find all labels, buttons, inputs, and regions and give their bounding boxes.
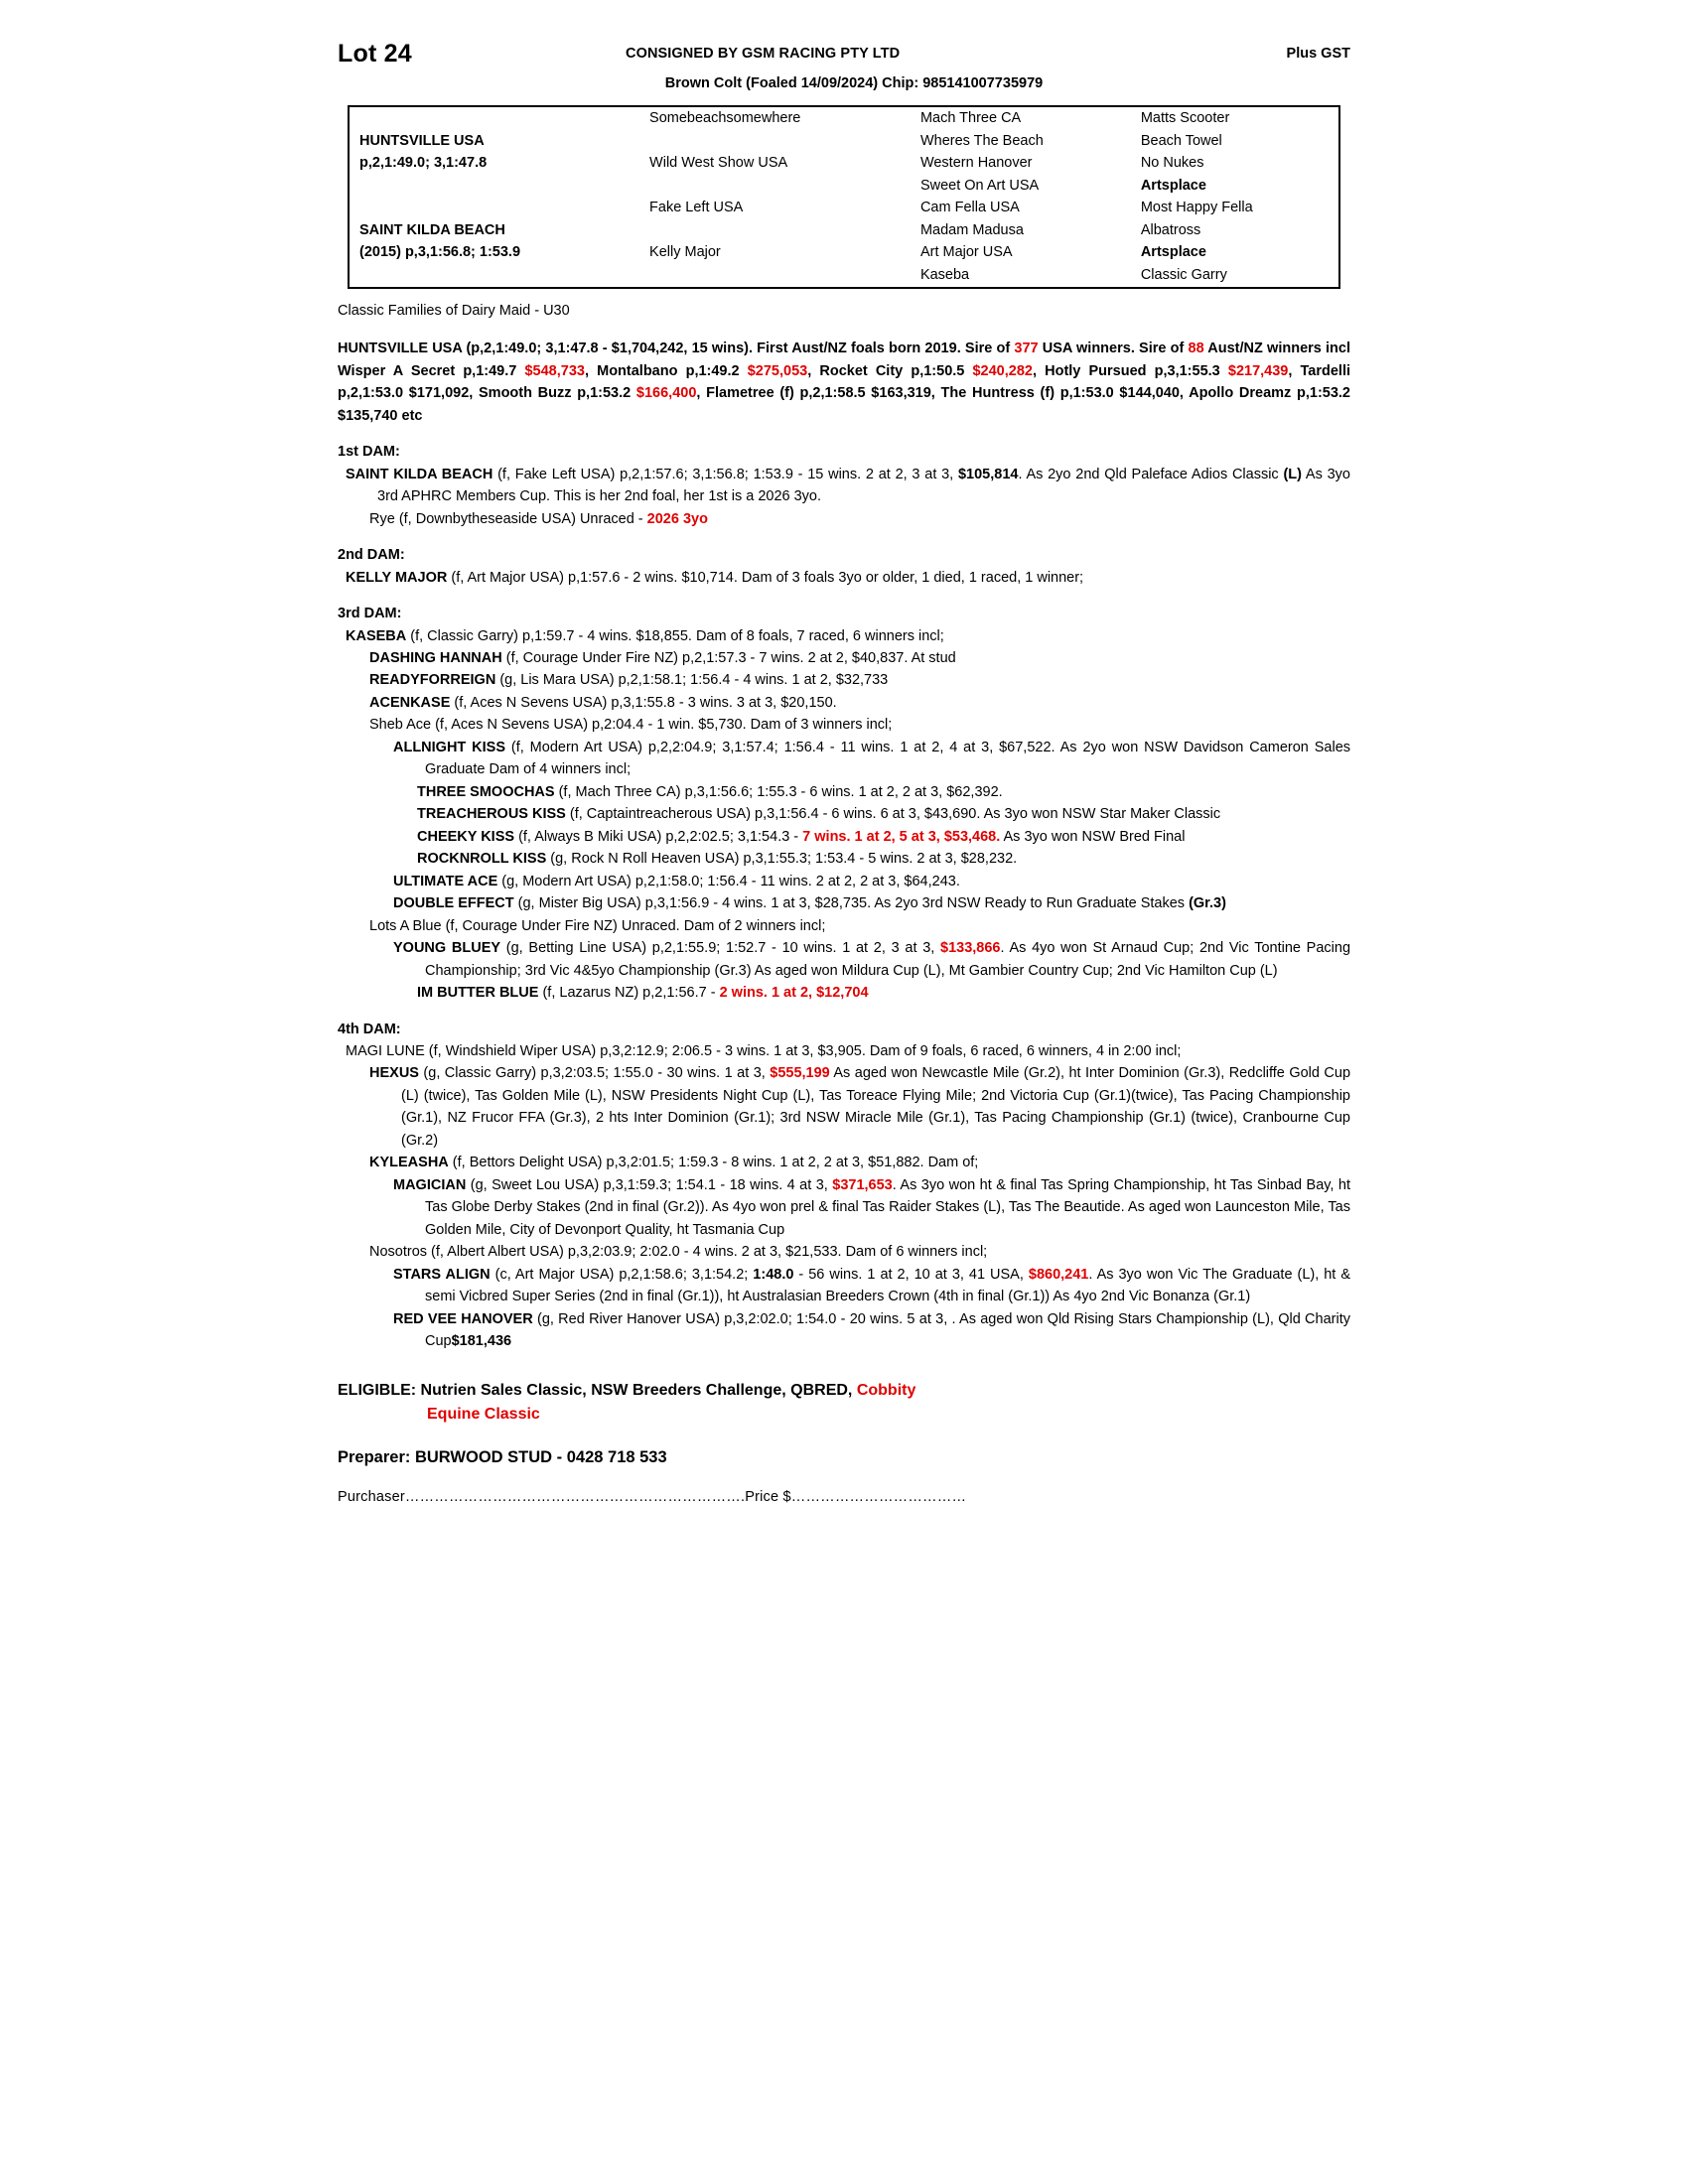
pedigree-cell: Western Hanover: [919, 155, 1033, 172]
progeny-text2: As 3yo won NSW Bred Final: [1000, 828, 1186, 845]
sire-text-5: , Rocket City p,1:50.5: [807, 362, 973, 379]
pedigree-row: [350, 107, 1338, 130]
progeny-entry: [338, 1264, 1350, 1308]
progeny-entry: [338, 1062, 1350, 1152]
classic-families-line: Classic Families of Dairy Maid - U30: [338, 302, 570, 319]
progeny-name: THREE SMOOCHAS: [417, 783, 555, 800]
pedigree-row: [350, 241, 1338, 264]
progeny-text: (g, Mister Big USA) p,3,1:56.9 - 4 wins. 1 at 3, $28,735. As 2yo 3rd NSW Ready to Run Graduate Stakes: [513, 895, 1190, 912]
third-dam-heading: 3rd DAM:: [338, 606, 402, 622]
progeny-red: $555,199: [770, 1065, 830, 1082]
first-dam-text-2: . As 2yo 2nd Qld Paleface Adios Classic: [1018, 466, 1284, 482]
progeny-entry: [338, 714, 1350, 736]
second-dam-entry: [338, 567, 1350, 589]
progeny-text: (f, Mach Three CA) p,3,1:56.6; 1:55.3 - 6 wins. 1 at 2, 2 at 3, $62,392.: [554, 783, 1003, 800]
second-dam-heading: 2nd DAM:: [338, 547, 405, 564]
progeny-entry: [338, 1308, 1350, 1353]
sire-text-8: , Flametree (f) p,2,1:58.5 $163,319, The Huntress (f) p,1:53.0 $144,040, Apollo Dreamz p,1:53.2 $135,740 etc: [338, 385, 1350, 424]
progeny-text2: - 56 wins. 1 at 2, 10 at 3, 41 USA,: [793, 1266, 1029, 1283]
pedigree-row: [350, 264, 1338, 287]
progeny-red: 7 wins. 1 at 2, 5 at 3, $53,468.: [802, 828, 1001, 845]
third-dam-entry: [338, 625, 1350, 647]
progeny-text2: As aged won Newcastle Mile (Gr.2), ht Inter Dominion (Gr.3), Redcliffe Gold Cup (L) (twice), Tas Golden Mile (L), NSW Presidents Night Cup (L), Tas Toreace Flying Mile; 2nd Victoria Cup (Gr.1)(twice), Tas Pacing Championship (Gr.1), NZ Frucor FFA (Gr.3), 2 hts Inter Dominion (Gr.1); 3rd NSW Miracle Mile (Gr.1), Tas Pacing Championship (Gr.1) (twice), Cranbourne Cup (Gr.2): [401, 1065, 1351, 1149]
fourth-dam-progeny-list: [338, 1062, 1350, 1352]
progeny-name: MAGICIAN: [393, 1176, 467, 1193]
page-header: [338, 40, 1350, 73]
progeny-name: RED VEE HANOVER: [393, 1310, 533, 1327]
first-dam-earnings: $105,814: [957, 466, 1019, 482]
progeny-text2: . As aged won Qld Rising Stars Championship (L), Qld Charity Cup: [425, 1310, 1350, 1350]
pedigree-cell: Wheres The Beach: [919, 132, 1044, 149]
progeny-bold_tail: (Gr.3): [1189, 895, 1226, 912]
gst-note: Plus GST: [1286, 46, 1350, 62]
progeny-text: (c, Art Major USA) p,2,1:58.6; 3,1:54.2;: [490, 1266, 754, 1283]
pedigree-cell: Beach Towel: [1140, 132, 1222, 149]
foal-rye-text: Rye (f, Downbytheseaside USA) Unraced -: [369, 510, 647, 527]
pedigree-cell: Somebeachsomewhere: [649, 110, 801, 126]
progeny-text: (f, Aces N Sevens USA) p,3,1:55.8 - 3 wins. 3 at 3, $20,150.: [450, 694, 837, 711]
progeny-name: YOUNG BLUEY: [393, 940, 501, 957]
progeny-red: 2 wins. 1 at 2, $12,704: [719, 985, 869, 1002]
first-dam-foal: [338, 508, 1350, 530]
progeny-entry: [338, 647, 1350, 669]
progeny-text: (g, Classic Garry) p,3,2:03.5; 1:55.0 - 30 wins. 1 at 3,: [418, 1065, 771, 1082]
sire-summary: [338, 338, 1350, 427]
pedigree-cell: Fake Left USA: [649, 200, 744, 216]
pedigree-row: [350, 152, 1338, 175]
pedigree-cell: Mach Three CA: [919, 110, 1022, 126]
progeny-name: TREACHEROUS KISS: [417, 806, 566, 823]
progeny-red2: $860,241: [1028, 1266, 1089, 1283]
pedigree-row: [350, 175, 1338, 198]
progeny-entry: [338, 826, 1350, 848]
progeny-text: (g, Modern Art USA) p,2,1:58.0; 1:56.4 - 11 wins. 2 at 2, 2 at 3, $64,243.: [497, 873, 960, 889]
progeny-text2: . As 3yo won ht & final Tas Spring Championship, ht Tas Sinbad Bay, ht Tas Globe Derby Stakes (2nd in final (Gr.2)). As 4yo won prel & final Tas Raider Stakes (L), Tas The Beautide. As aged won Launceston Mile, Tas Golden Mile, City of Devonport Quality, ht Tasmania Cup: [425, 1176, 1351, 1238]
pedigree-cell: [639, 264, 911, 287]
dam-record: (2015) p,3,1:56.8; 1:53.9: [359, 244, 521, 261]
sire-text-6: , Hotly Pursued p,3,1:55.3: [1032, 362, 1228, 379]
third-dam-text: (f, Classic Garry) p,1:59.7 - 4 wins. $18,855. Dam of 8 foals, 7 raced, 6 winners incl;: [406, 627, 944, 644]
fourth-dam-entry: MAGI LUNE (f, Windshield Wiper USA) p,3,2:12.9; 2:06.5 - 3 wins. 1 at 3, $3,905. Dam of 9 foals, 6 raced, 6 winners, 4 in 2:00 incl;: [346, 1042, 1182, 1059]
progeny-name: ACENKASE: [369, 694, 451, 711]
eligible-highlight: Cobbity: [856, 1381, 916, 1399]
progeny-text3: . As 3yo won Vic The Graduate (L), ht & semi Vicbred Super Series (2nd in final (Gr.1)), ht Australasian Breeders Crown (4th in final (Gr.1)) As 4yo 2nd Vic Bonanza (Gr.1): [425, 1266, 1351, 1305]
pedigree-cell: Artsplace: [1140, 244, 1206, 261]
first-dam-listed-tag: (L): [1283, 466, 1302, 482]
sire-text-4: , Montalbano p,1:49.2: [584, 362, 748, 379]
sire-name: HUNTSVILLE USA: [359, 132, 485, 149]
progeny-text: (f, Captaintreacherous USA) p,3,1:56.4 - 6 wins. 6 at 3, $43,690. As 3yo won NSW Star Maker Classic: [565, 806, 1221, 823]
pedigree-cell: Most Happy Fella: [1140, 200, 1253, 216]
first-dam-name: SAINT KILDA BEACH: [346, 466, 493, 482]
progeny-entry: [338, 781, 1350, 803]
progeny-text: (g, Rock N Roll Heaven USA) p,3,1:55.3; 1:53.4 - 5 wins. 2 at 3, $28,232.: [546, 851, 1018, 868]
pedigree-cell: No Nukes: [1140, 155, 1204, 172]
pedigree-cell: Sweet On Art USA: [919, 177, 1040, 194]
progeny-name: DOUBLE EFFECT: [393, 895, 514, 912]
progeny-text: (f, Modern Art USA) p,2,2:04.9; 3,1:57.4; 1:56.4 - 11 wins. 1 at 2, 4 at 3, $67,522. As 2yo won NSW Davidson Cameron Sales Graduate Dam of 4 winners incl;: [425, 739, 1351, 778]
progeny-text: (g, Lis Mara USA) p,2,1:58.1; 1:56.4 - 4 wins. 1 at 2, $32,733: [495, 672, 889, 689]
third-dam-name: KASEBA: [346, 627, 407, 644]
progeny-entry: [338, 669, 1350, 691]
preparer-line: Preparer: BURWOOD STUD - 0428 718 533: [338, 1447, 667, 1466]
progeny-name: IM BUTTER BLUE: [417, 985, 539, 1002]
progeny-name: STARS ALIGN: [393, 1266, 491, 1283]
second-dam-text: (f, Art Major USA) p,1:57.6 - 2 wins. $10,714. Dam of 3 foals 3yo or older, 1 died, 1 raced, 1 winner;: [447, 569, 1084, 586]
progeny-text2: . As 4yo won St Arnaud Cup; 2nd Vic Tontine Pacing Championship; 3rd Vic 4&5yo Championship (Gr.3) As aged won Mildura Cup (L), Mt Gambier Country Cup; 2nd Vic Hamilton Cup (L): [425, 940, 1351, 979]
sire-text-3: Aust/NZ winners incl Wisper A Secret p,1:49.7: [338, 341, 1351, 379]
progeny-text: (f, Courage Under Fire NZ) p,2,1:57.3 - 7 wins. 2 at 2, $40,837. At stud: [501, 650, 956, 666]
progeny-text: (f, Bettors Delight USA) p,3,2:01.5; 1:59.3 - 8 wins. 1 at 2, 2 at 3, $51,882. Dam of;: [448, 1155, 979, 1171]
sire-money-2: $275,053: [747, 362, 808, 379]
sire-money-5: $166,400: [635, 385, 697, 402]
consignor-name: CONSIGNED BY GSM RACING PTY LTD: [626, 46, 901, 62]
progeny-entry: [338, 982, 1350, 1004]
sire-text-2: USA winners. Sire of: [1038, 341, 1189, 357]
progeny-name: ALLNIGHT KISS: [393, 739, 506, 755]
progeny-text: Sheb Ace (f, Aces N Sevens USA) p,2:04.4 - 1 win. $5,730. Dam of 3 winners incl;: [369, 717, 893, 734]
pedigree-cell: Madam Madusa: [919, 221, 1024, 238]
pedigree-cell: Matts Scooter: [1140, 110, 1230, 126]
progeny-entry: [338, 692, 1350, 714]
sire-money-1: $548,733: [524, 362, 585, 379]
second-dam-name: KELLY MAJOR: [346, 569, 448, 586]
progeny-entry: [338, 937, 1350, 982]
pedigree-cell: Cam Fella USA: [919, 200, 1020, 216]
progeny-text: (g, Betting Line USA) p,2,1:55.9; 1:52.7 - 10 wins. 1 at 2, 3 at 3,: [500, 940, 941, 957]
horse-description: Brown Colt (Foaled 14/09/2024) Chip: 985141007735979: [664, 75, 1044, 91]
progeny-name: CHEEKY KISS: [417, 828, 515, 845]
progeny-red: $371,653: [832, 1176, 893, 1193]
pedigree-cell: Art Major USA: [919, 244, 1013, 261]
progeny-entry: [338, 1152, 1350, 1173]
progeny-text: (g, Sweet Lou USA) p,3,1:59.3; 1:54.1 - 18 wins. 4 at 3,: [466, 1176, 833, 1193]
sire-money-3: $240,282: [972, 362, 1033, 379]
sire-record: p,2,1:49.0; 3,1:47.8: [359, 155, 488, 172]
progeny-entry: [338, 915, 1350, 937]
pedigree-cell: Kelly Major: [649, 244, 721, 261]
pedigree-row: [350, 197, 1338, 219]
pedigree-cell: Wild West Show USA: [649, 155, 788, 172]
sire-text-1: HUNTSVILLE USA (p,2,1:49.0; 3,1:47.8 - $1,704,242, 15 wins). First Aust/NZ foals born 2019. Sire of: [338, 341, 1015, 357]
sire-text-7: , Tardelli p,2,1:53.0 $171,092, Smooth Buzz p,1:53.2: [338, 362, 1351, 402]
pedigree-row: [350, 219, 1338, 242]
progeny-bold_mid: 1:48.0: [753, 1266, 794, 1283]
pedigree-cell: Classic Garry: [1140, 267, 1227, 284]
pedigree-cell: Artsplace: [1140, 177, 1206, 194]
progeny-entry: [338, 848, 1350, 870]
dam-name: SAINT KILDA BEACH: [359, 221, 505, 238]
progeny-entry: [338, 737, 1350, 781]
sire-usa-winners: 377: [1014, 341, 1039, 357]
pedigree-cell: [639, 175, 911, 198]
progeny-text: Nosotros (f, Albert Albert USA) p,3,2:03.9; 2:02.0 - 4 wins. 2 at 3, $21,533. Dam of 6 winners incl;: [369, 1244, 988, 1261]
progeny-text: (f, Lazarus NZ) p,2,1:56.7 -: [538, 985, 720, 1002]
progeny-name: READYFORREIGN: [369, 672, 496, 689]
fourth-dam-heading: 4th DAM:: [338, 1021, 401, 1037]
pedigree-cell: Albatross: [1140, 221, 1201, 238]
eligible-line: [338, 1379, 1350, 1427]
sire-money-4: $217,439: [1227, 362, 1289, 379]
progeny-name: HEXUS: [369, 1065, 419, 1082]
first-dam-heading: 1st DAM:: [338, 444, 400, 461]
progeny-name: KYLEASHA: [369, 1155, 449, 1171]
progeny-red: $133,866: [940, 940, 1001, 957]
progeny-text: (g, Red River Hanover USA) p,3,2:02.0; 1:54.0 - 20 wins. 5 at 3,: [532, 1310, 952, 1327]
foal-rye-age: 2026 3yo: [646, 510, 708, 527]
sire-anz-winners: 88: [1188, 341, 1204, 357]
progeny-name: ROCKNROLL KISS: [417, 851, 547, 868]
first-dam-entry: [338, 464, 1350, 508]
progeny-name: DASHING HANNAH: [369, 650, 502, 666]
progeny-text: Lots A Blue (f, Courage Under Fire NZ) Unraced. Dam of 2 winners incl;: [369, 917, 826, 934]
progeny-entry: [338, 892, 1350, 914]
progeny-bold_money: $181,436: [451, 1333, 512, 1350]
pedigree-table: [348, 105, 1340, 289]
progeny-entry: [338, 1174, 1350, 1241]
eligible-highlight-2: Equine Classic: [427, 1405, 540, 1423]
pedigree-row: [350, 130, 1338, 153]
pedigree-cell: Kaseba: [919, 267, 970, 284]
catalogue-sheet: [338, 40, 1350, 1505]
purchaser-line: Purchaser…………………………………………………………….Price $………………………………: [338, 1488, 967, 1505]
pedigree-cell: [639, 219, 911, 242]
progeny-entry: [338, 871, 1350, 892]
progeny-entry: [338, 1241, 1350, 1263]
first-dam-text: (f, Fake Left USA) p,2,1:57.6; 3,1:56.8; 1:53.9 - 15 wins. 2 at 2, 3 at 3,: [492, 466, 958, 482]
lot-number: Lot 24: [338, 40, 412, 68]
first-dam-text-3: As 3yo 3rd APHRC Members Cup. This is her 2nd foal, her 1st is a 2026 3yo.: [377, 466, 1350, 505]
progeny-name: ULTIMATE ACE: [393, 873, 498, 889]
third-dam-progeny-list: [338, 647, 1350, 1005]
progeny-text: (f, Always B Miki USA) p,2,2:02.5; 3,1:54.3 -: [514, 828, 803, 845]
eligible-label: ELIGIBLE: Nutrien Sales Classic, NSW Breeders Challenge, QBRED,: [338, 1381, 857, 1399]
pedigree-cell: [639, 130, 911, 153]
progeny-entry: [338, 803, 1350, 825]
